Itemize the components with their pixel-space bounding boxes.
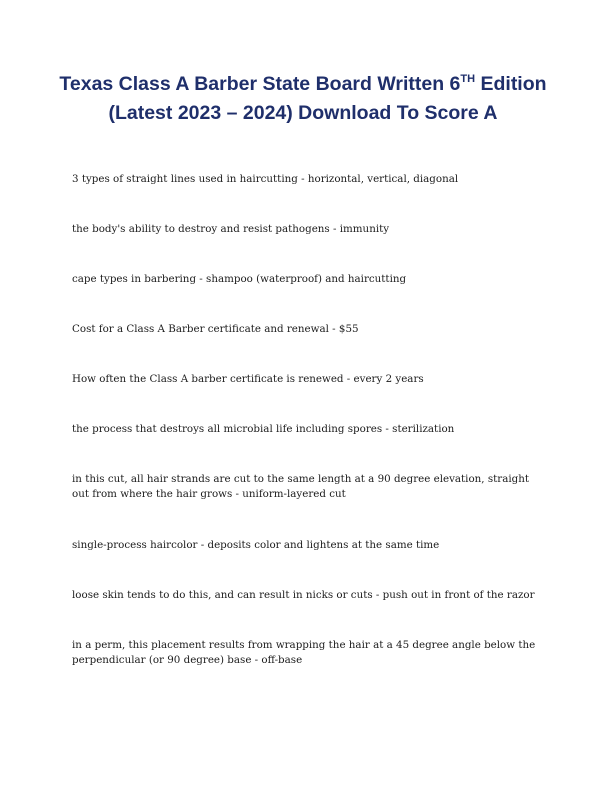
qa-item: Cost for a Class A Barber certificate and renewal - $55 xyxy=(72,323,359,335)
document-title xyxy=(40,70,566,128)
title-line1-text: Texas Class A Barber State Board Written 6 xyxy=(59,73,461,95)
qa-item: 3 types of straight lines used in haircutting - horizontal, vertical, diagonal xyxy=(72,173,459,185)
qa-item: How often the Class A barber certificate is renewed - every 2 years xyxy=(72,373,424,385)
title-line2-text: (Latest 2023 – 2024) Download To Score A xyxy=(108,102,498,124)
qa-item: loose skin tends to do this, and can result in nicks or cuts - push out in front of the razor xyxy=(72,589,535,601)
title-superscript: TH xyxy=(460,73,476,85)
qa-item: in a perm, this placement results from wrapping the hair at a 45 degree angle below the perpendicular (or 90 degree) base - off-base xyxy=(72,639,536,666)
qa-item: single-process haircolor - deposits color and lightens at the same time xyxy=(72,539,440,551)
qa-item: in this cut, all hair strands are cut to the same length at a 90 degree elevation, straight out from where the hair grows - uniform-layered cut xyxy=(72,473,529,500)
qa-item: the body's ability to destroy and resist pathogens - immunity xyxy=(72,223,390,235)
title-line1-suffix: Edition xyxy=(475,73,547,95)
qa-item: the process that destroys all microbial life including spores - sterilization xyxy=(72,423,455,435)
qa-item: cape types in barbering - shampoo (waterproof) and haircutting xyxy=(72,273,407,285)
